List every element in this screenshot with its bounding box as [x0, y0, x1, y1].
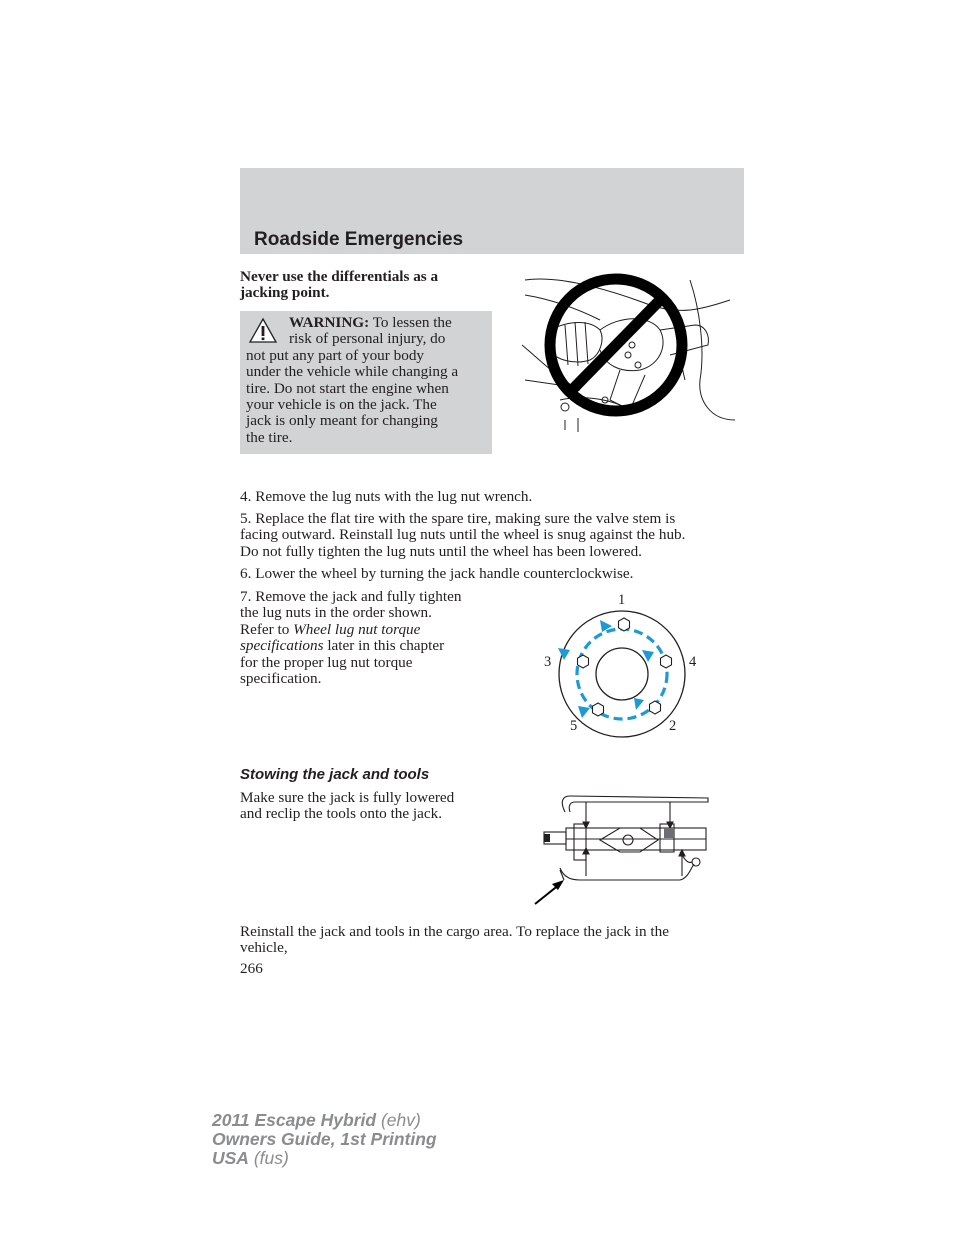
lug-nut-1 [619, 618, 630, 631]
lug-label-3: 3 [544, 654, 552, 670]
lug-nut-order-diagram [538, 588, 704, 740]
lug-label-5: 5 [570, 718, 578, 734]
differential-caution: Never use the differentials as a jacking point. [240, 268, 439, 302]
lug-label-4: 4 [689, 654, 697, 670]
step-7: 7. Remove the jack and fully tighten the lug nuts in the order shown. Refer to Wheel lug nut torque specifications later in this chapter for the proper lug nut torque specification. [240, 588, 462, 688]
step-5: 5. Replace the flat tire with the spare tire, making sure the valve stem is facing outward. Reinstall lug nuts until the wheel is snug against the hub. Do not fully tighten the lug nuts until the wheel has been lowered. [240, 510, 686, 560]
reinstall-text: Reinstall the jack and tools in the cargo area. To replace the jack in the vehicle, [240, 923, 669, 957]
lug-nut-4 [661, 655, 672, 668]
lug-nut-3 [578, 655, 589, 668]
torque-spec-reference: Wheel lug nut torque [293, 620, 421, 638]
stowing-heading: Stowing the jack and tools [240, 766, 430, 783]
page-number: 266 [240, 960, 263, 977]
lug-nut-2 [650, 701, 661, 714]
lug-label-1: 1 [618, 592, 626, 608]
differential-no-jack-illustration [520, 270, 740, 435]
lug-label-2: 2 [669, 718, 677, 734]
step-4: 4. Remove the lug nuts with the lug nut wrench. [240, 488, 533, 505]
page-title: Roadside Emergencies [254, 229, 464, 250]
warning-text: WARNING: To lessen the risk of personal injury, do not put any part of your body under the vehicle while changing a tire. Do not start the engine when your vehicle is on the jack. The jack is only meant for changing the tire. [246, 314, 459, 446]
document-footer: 2011 Escape Hybrid (ehv) Owners Guide, 1st Printing USA (fus) [212, 1110, 437, 1168]
step-6: 6. Lower the wheel by turning the jack handle counterclockwise. [240, 565, 634, 582]
stowing-text: Make sure the jack is fully lowered and reclip the tools onto the jack. [240, 789, 455, 823]
lug-nut-5 [593, 703, 604, 716]
jack-tools-illustration [530, 790, 715, 910]
warning-label: WARNING: [289, 314, 370, 331]
